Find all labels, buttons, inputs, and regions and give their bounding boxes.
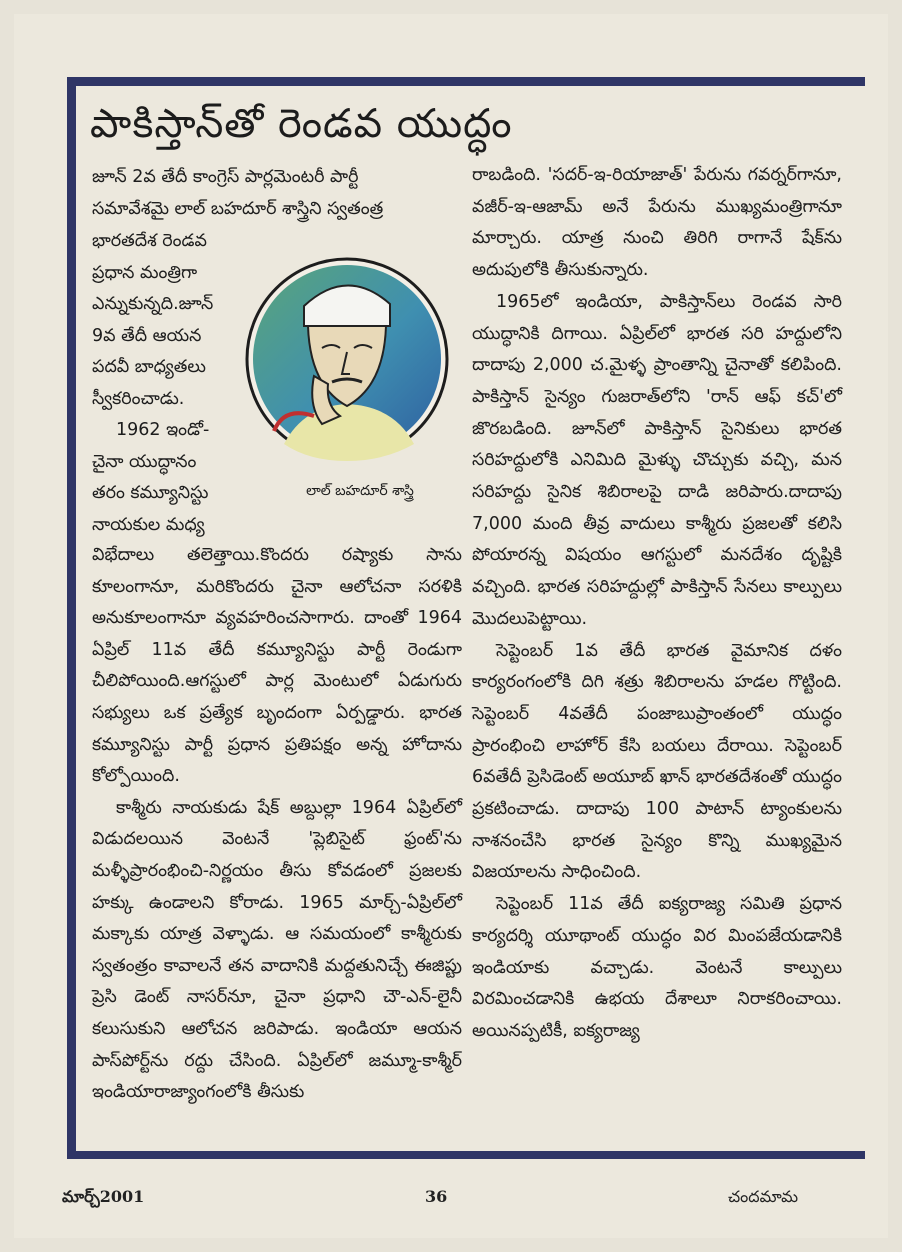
text-line: 1962 ఇండో- — [116, 420, 210, 440]
text-line: స్వీకరించాడు. — [92, 388, 185, 409]
portrait-caption: లాల్ బహదూర్ శాస్త్రి — [306, 483, 414, 499]
footer-magazine-name: చందమామ — [728, 1187, 799, 1206]
footer-page-number: 36 — [425, 1187, 448, 1206]
left-column-bottom — [92, 540, 462, 1109]
text-line: ప్రధాన మంత్రిగా — [92, 262, 198, 283]
paragraph: సెప్టెంబర్ 1వ తేదీ భారత వైమానిక దళం కార్యరంగంలోకి దిగి శత్రు శిబిరాలను హడల గొట్టింది. సెప్టెంబర్ 4వతేదీ పంజాబుప్రాంతంలో యుద్ధం ప్రారంభించి లాహోర్ కేసి బయలు దేరాయి. సెప్టెంబర్ 6వతేదీ ప్రెసిడెంట్ అయూబ్ ఖాన్ భారతదేశంతో యుద్ధం ప్రకటించాడు. దాదాపు 100 పాటాన్ ట్యాంకులను నాశనంచేసి భారత సైన్యం కొన్ని ముఖ్యమైన విజయాలను సాధించింది. — [472, 640, 842, 883]
paragraph: రాబడింది. 'సదర్-ఇ-రియాజాత్' పేరును గవర్నర్‌గానూ, వజీర్-ఇ-ఆజామ్ అనే పేరును ముఖ్యమంత్రిగానూ మార్చారు. యాత్ర నుంచి తిరిగి రాగానే షేక్‌ను అదుపులోకి తీసుకున్నారు. — [472, 165, 842, 281]
text-line: ఎన్నుకున్నది.జూన్ — [92, 294, 214, 314]
text-line: భారతదేశ రెండవ — [92, 231, 207, 251]
text-line: 9వ తేదీ ఆయన — [92, 325, 202, 346]
paragraph: సెప్టెంబర్ 11వ తేదీ ఐక్యరాజ్య సమితి ప్రధాన కార్యదర్శి యూథాంట్ యుద్ధం విర మింపజేయడానికి ఇండియాకు వచ్చాడు. వెంటనే కాల్పులు విరమించడానికి ఉభయ దేశాలూ నిరాకరించాయి. అయినప్పటికీ, ఐక్యరాజ్య — [472, 894, 842, 1041]
text-line: తరం కమ్యూనిస్టు — [92, 483, 209, 503]
paragraph: విభేదాలు తలెత్తాయి.కొందరు రష్యాకు సాను కూలంగానూ, మరికొందరు చైనా ఆలోచనా సరళికి అనుకూలంగానూ వ్యవహరించసాగారు. దాంతో 1964 ఏప్రిల్ 11వ తేదీ కమ్యూనిస్టు పార్టీ రెండుగా చీలిపోయింది.ఆగస్టులో పార్ల మెంటులో ఏడుగురు సభ్యులు ఒక ప్రత్యేక బృందంగా ఏర్పడ్డారు. భారత కమ్యూనిస్టు పార్టీ ప్రధాన ప్రతిపక్షం అన్న హోదాను కోల్పోయింది. — [92, 545, 462, 787]
footer-issue-date: మార్చ్2001 — [62, 1187, 145, 1206]
shastri-portrait — [244, 256, 450, 462]
left-column-wrapped — [92, 226, 242, 541]
text-line: సమావేశమై లాల్ బహదూర్ శాస్త్రిని స్వతంత్ర — [92, 198, 384, 219]
right-column — [472, 160, 842, 1048]
text-line: పదవీ బాధ్యతలు — [92, 357, 206, 377]
left-column-top — [92, 162, 462, 225]
text-line: జూన్ 2వ తేదీ కాంగ్రెస్ పార్లమెంటరీ పార్టీ — [92, 167, 359, 187]
article-title: పాకిస్తాన్‌తో రెండవ యుద్ధం — [90, 101, 513, 147]
text-line: చైనా యుద్ధానం — [92, 451, 197, 472]
paragraph: 1965లో ఇండియా, పాకిస్తాన్‌లు రెండవ సారి యుద్ధానికి దిగాయి. ఏప్రిల్‌లో భారత సరి హద్దులోని దాదాపు 2,000 చ.మైళ్ళ ప్రాంతాన్ని చైనాతో కలిపింది. పాకిస్తాన్ సైన్యం గుజరాత్‌లోని 'రాన్ ఆఫ్ కచ్'లో జొరబడింది. జూన్‌లో పాకిస్తాన్ సైనికులు భారత సరిహద్దులోకి ఎనిమిది మైళ్ళు చొచ్చుకు వచ్చి, మన సరిహద్దు సైనిక శిబిరాలపై దాడి జరిపారు.దాదాపు 7,000 మంది తీవ్ర వాదులు కాశ్మీరు ప్రజలతో కలిసి పోయారన్న విషయం ఆగస్టులో మనదేశం దృష్టికి వచ్చింది. భారత సరిహద్దుల్లో పాకిస్తాన్ సేనలు కాల్పులు మొదలుపెట్టాయి. — [472, 291, 842, 629]
text-line: నాయకుల మధ్య — [92, 514, 205, 535]
paragraph: కాశ్మీరు నాయకుడు షేక్ అబ్దుల్లా 1964 ఏప్రిల్‌లో విడుదలయిన వెంటనే 'ప్లెబిసైట్ ఫ్రంట్'ను మళ్ళీప్రారంభించి-నిర్ణయం తీసు కోవడంలో ప్రజలకు హక్కు ఉండాలని కోరాడు. 1965 మార్చ్-ఏప్రిల్‌లో మక్కాకు యాత్ర వెళ్ళాడు. ఆ సమయంలో కాశ్మీరుకు స్వతంత్రం కావాలనే తన వాదానికి మద్దతునిచ్చే ఈజిప్టు ప్రెసి డెంట్ నాసర్‌నూ, చైనా ప్రధాని చౌ-ఎన్-లైనీ కలుసుకుని ఆలోచన జరిపాడు. ఇండియా ఆయన పాస్‌పోర్ట్‌ను రద్దు చేసింది. ఏప్రిల్‌లో జమ్మూ-కాశ్మీర్ ఇండియారాజ్యాంగంలోకి తీసుకు — [92, 797, 462, 1103]
